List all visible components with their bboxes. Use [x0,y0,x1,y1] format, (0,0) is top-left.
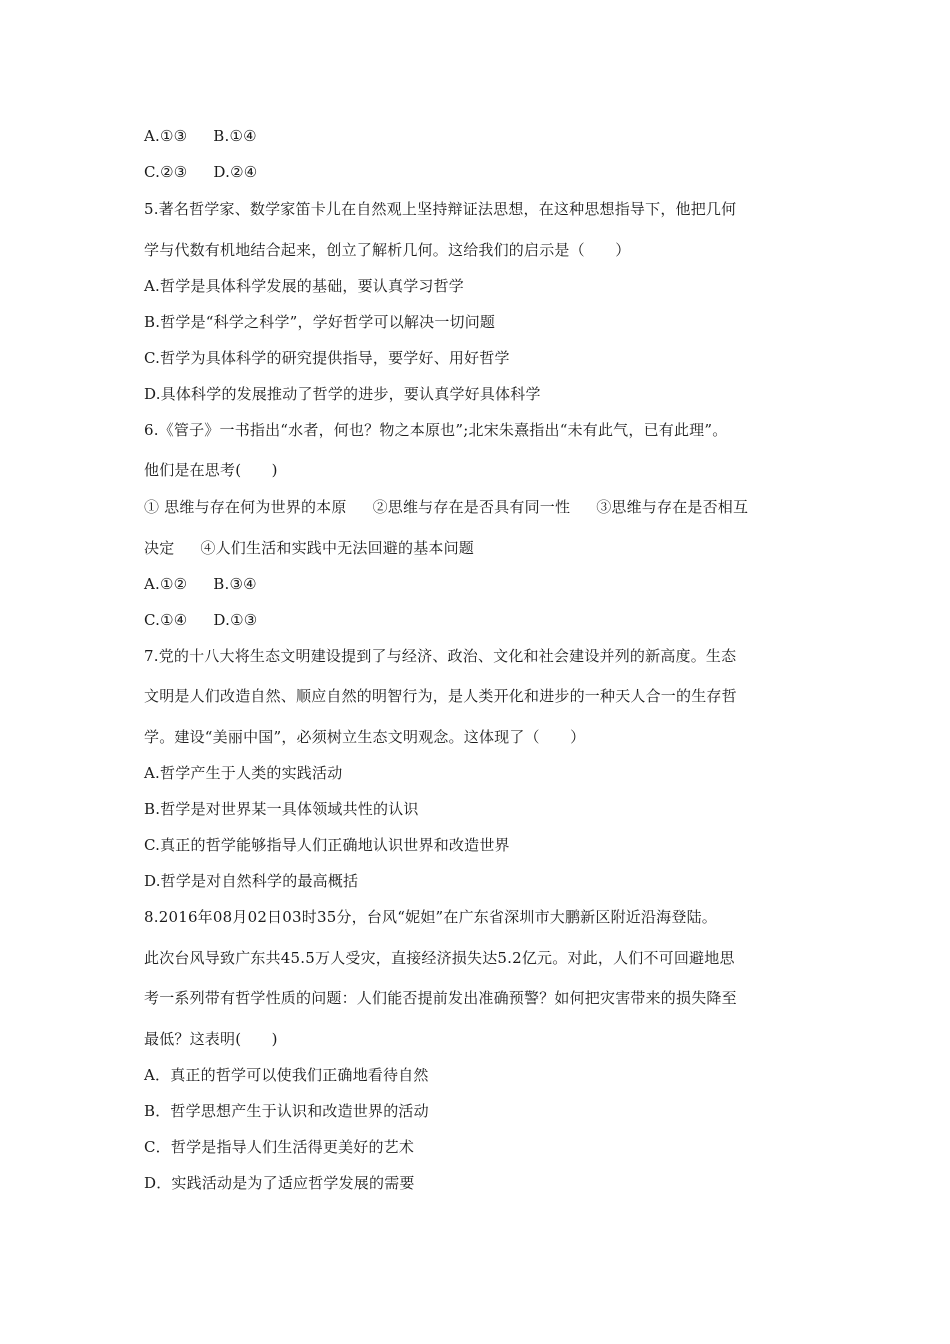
q6-option-b: B.③④ [213,575,257,593]
q4-options-row-1 [144,126,257,146]
q6-stem-line-1: 6.《管子》一书指出“水者，何也？物之本原也”;北宋朱熹指出“未有此气，已有此理”。 [144,421,728,439]
q4-option-c: C.②③ [144,163,188,181]
q8-stem-line-1: 8.2016年08月02日03时35分，台风“妮妲”在广东省深圳市大鹏新区附近沿海登陆。 [144,908,717,926]
q7-option-c: C.真正的哲学能够指导人们正确地认识世界和改造世界 [144,836,510,854]
q5-option-d: D.具体科学的发展推动了哲学的进步，要认真学好具体科学 [144,385,541,403]
q8-stem-line-2: 此次台风导致广东共45.5万人受灾，直接经济损失达5.2亿元。对此，人们不可回避地思 [144,949,735,967]
q7-stem-line-3: 学。建设“美丽中国”，必须树立生态文明观念。这体现了（ ） [144,728,586,746]
q6-option-d: D.①③ [213,611,258,629]
q6-statement-3-cont: 决定 [144,539,175,557]
q8-option-a: A．真正的哲学可以使我们正确地看待自然 [144,1066,429,1084]
q7-option-b: B.哲学是对世界某一具体领域共性的认识 [144,800,419,818]
q7-option-a: A.哲学产生于人类的实践活动 [144,764,343,782]
q8-stem-line-4: 最低？这表明( ) [144,1030,278,1048]
q4-option-b: B.①④ [213,127,257,145]
q7-stem-line-1: 7.党的十八大将生态文明建设提到了与经济、政治、文化和社会建设并列的新高度。生态 [144,647,737,665]
q4-options-row-2 [144,162,257,182]
q6-statement-4: ④人们生活和实践中无法回避的基本问题 [200,539,475,557]
q8-stem-line-3: 考一系列带有哲学性质的问题：人们能否提前发出准确预警？如何把灾害带来的损失降至 [144,989,737,1007]
q5-option-b: B.哲学是“科学之科学”，学好哲学可以解决一切问题 [144,313,496,331]
q4-option-a: A.①③ [144,127,188,145]
q7-stem-line-2: 文明是人们改造自然、顺应自然的明智行为，是人类开化和进步的一种天人合一的生存哲 [144,687,737,705]
q6-options-row-1 [144,574,257,594]
q6-statement-3: ③思维与存在是否相互 [596,498,749,516]
q5-option-a: A.哲学是具体科学发展的基础，要认真学习哲学 [144,277,465,295]
q7-option-d: D.哲学是对自然科学的最高概括 [144,872,359,890]
q5-option-c: C.哲学为具体科学的研究提供指导，要学好、用好哲学 [144,349,510,367]
q6-option-a: A.①② [144,575,188,593]
q6-statements-row-1 [144,497,748,517]
q6-option-c: C.①④ [144,611,188,629]
q8-option-c: C．哲学是指导人们生活得更美好的艺术 [144,1138,415,1156]
q4-option-d: D.②④ [213,163,258,181]
q6-stem-line-2: 他们是在思考( ) [144,461,278,479]
q8-option-b: B．哲学思想产生于认识和改造世界的活动 [144,1102,429,1120]
q8-option-d: D．实践活动是为了适应哲学发展的需要 [144,1174,415,1192]
q6-statement-2: ②思维与存在是否具有同一性 [372,498,571,516]
q6-statement-1: ① 思维与存在何为世界的本原 [144,498,347,516]
q5-stem-line-2: 学与代数有机地结合起来，创立了解析几何。这给我们的启示是（ ） [144,241,631,259]
q6-options-row-2 [144,610,257,630]
q6-statements-row-2 [144,538,474,558]
q5-stem-line-1: 5.著名哲学家、数学家笛卡儿在自然观上坚持辩证法思想，在这种思想指导下，他把几何 [144,200,737,218]
